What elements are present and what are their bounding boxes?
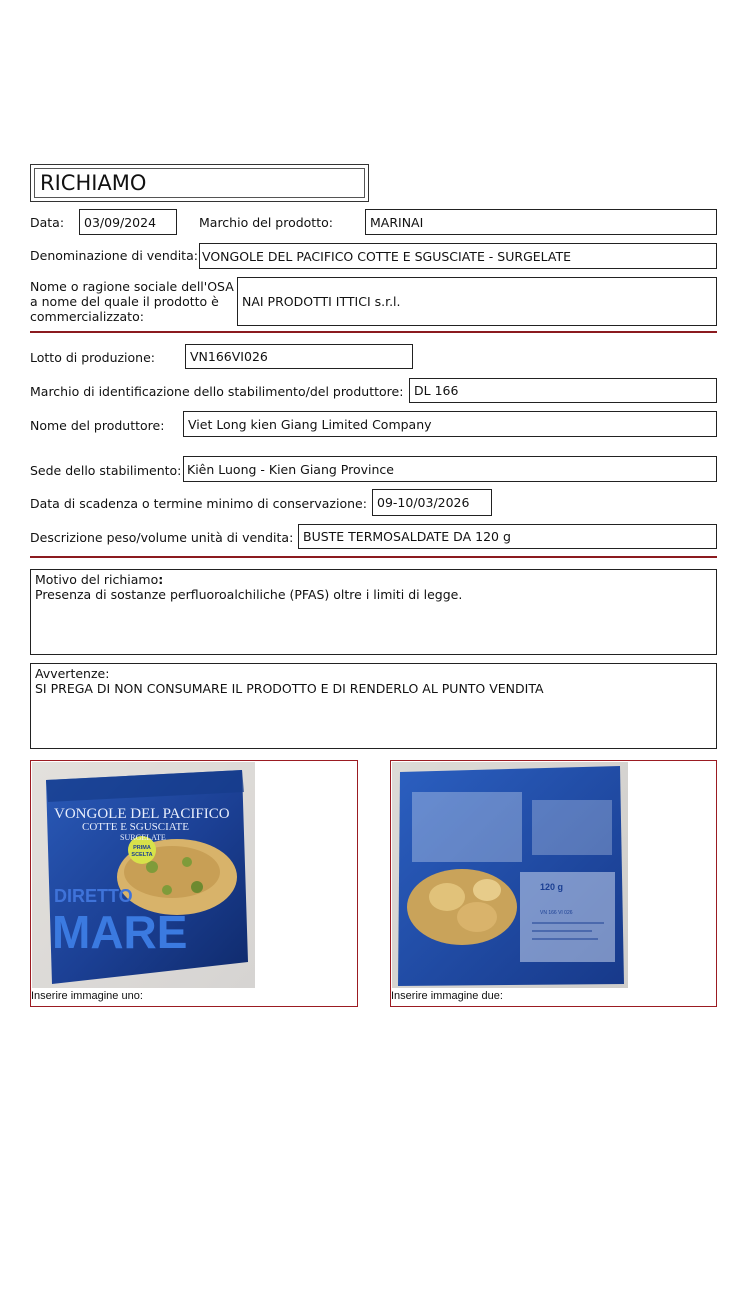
scadenza-field[interactable]: 09-10/03/2026 (372, 489, 492, 516)
lotto-label: Lotto di produzione: (30, 350, 156, 365)
section-divider (30, 556, 717, 558)
page-title: RICHIAMO (34, 168, 365, 198)
denominazione-field[interactable]: VONGOLE DEL PACIFICO COTTE E SGUSCIATE - SURGELATE (199, 243, 717, 269)
marchio-label: Marchio del prodotto: (199, 215, 333, 230)
scadenza-label: Data di scadenza o termine minimo di conservazione: (30, 496, 367, 511)
title-frame (30, 164, 369, 202)
front-package-photo (32, 762, 255, 988)
sede-label: Sede dello stabilimento: (30, 463, 182, 478)
data-field[interactable]: 03/09/2024 (79, 209, 177, 235)
avvertenze-label: Avvertenze: (35, 666, 110, 681)
back-package-image (392, 762, 628, 988)
svg-text:PRIMA: PRIMA (133, 845, 151, 851)
image-caption-one: Inserire immagine uno: (31, 990, 143, 1002)
motivo-box[interactable] (30, 569, 717, 655)
image-frame-two[interactable] (390, 760, 717, 1007)
osa-field[interactable]: NAI PRODOTTI ITTICI s.r.l. (237, 277, 717, 326)
svg-text:VONGOLE DEL PACIFICO: VONGOLE DEL PACIFICO (54, 806, 230, 822)
svg-text:MARE: MARE (52, 906, 188, 958)
sede-field[interactable]: Kiên Luong - Kien Giang Province (183, 456, 717, 482)
data-label: Data: (30, 215, 65, 230)
svg-text:DIRETTO: DIRETTO (54, 886, 133, 906)
motivo-label: Motivo del richiamo: (35, 572, 164, 587)
back-package-photo (392, 762, 628, 988)
lotto-field[interactable]: VN166VI026 (185, 344, 413, 369)
avvertenze-text: SI PREGA DI NON CONSUMARE IL PRODOTTO E DI RENDERLO AL PUNTO VENDITA (35, 681, 544, 696)
peso-label: Descrizione peso/volume unità di vendita: (30, 530, 294, 545)
image-frame-one[interactable] (30, 760, 358, 1007)
svg-text:VN 166 VI 026: VN 166 VI 026 (540, 910, 573, 916)
peso-field[interactable]: BUSTE TERMOSALDATE DA 120 g (298, 524, 717, 549)
osa-label: Nome o ragione sociale dell'OSA a nome del quale il prodotto è commercializzato: (30, 279, 234, 324)
avvertenze-box[interactable] (30, 663, 717, 749)
svg-text:120 g: 120 g (540, 882, 564, 892)
image-caption-two: Inserire immagine due: (391, 990, 503, 1002)
motivo-text: Presenza di sostanze perfluoroalchiliche (PFAS) oltre i limiti di legge. (35, 587, 463, 602)
section-divider (30, 331, 717, 333)
produttore-field[interactable]: Viet Long kien Giang Limited Company (183, 411, 717, 437)
marchio-id-field[interactable]: DL 166 (409, 378, 717, 403)
svg-text:SCELTA: SCELTA (131, 852, 153, 858)
marchio-field[interactable]: MARINAI (365, 209, 717, 235)
front-package-image (32, 762, 255, 988)
svg-text:COTTE E SGUSCIATE: COTTE E SGUSCIATE (82, 821, 189, 833)
svg-text:SURGELATE: SURGELATE (120, 833, 166, 842)
denominazione-label: Denominazione di vendita: (30, 248, 198, 263)
produttore-label: Nome del produttore: (30, 418, 165, 433)
marchio-id-label: Marchio di identificazione dello stabilimento/del produttore: (30, 384, 404, 399)
